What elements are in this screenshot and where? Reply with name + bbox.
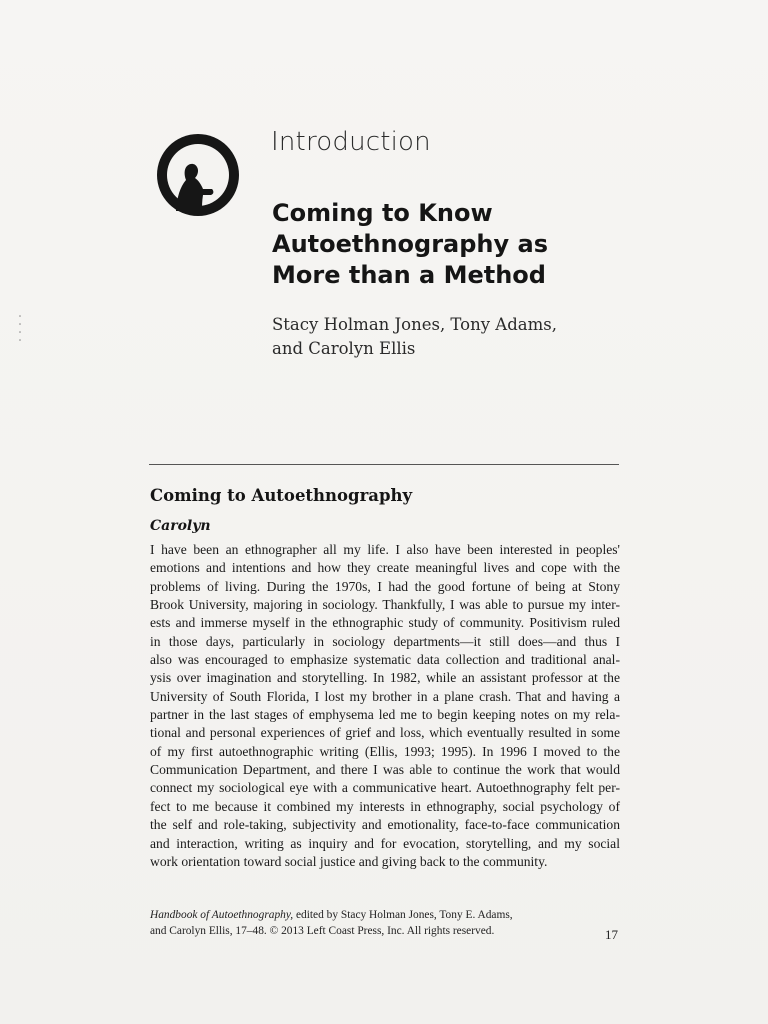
paragraph-line: in those days, particularly in sociology departments—it still does—and thus I: [150, 633, 620, 649]
section-divider: [149, 464, 619, 465]
citation-editors: edited by Stacy Holman Jones, Tony E. Adams,: [293, 909, 513, 921]
body-paragraph: [150, 541, 620, 871]
paragraph-line: ests and immerse myself in the ethnographic study of community. Positivism ruled: [150, 615, 620, 631]
chapter-title: [272, 198, 612, 291]
citation-footer: [150, 907, 620, 939]
paragraph-line: University of South Florida, I lost my brother in a plane crash. That and having a: [150, 688, 620, 704]
author-list: [272, 313, 557, 361]
paragraph-line: I have been an ethnographer all my life. I also have been interested in peoples': [150, 542, 620, 557]
scan-margin-marks: [17, 313, 23, 343]
paragraph-line: and interaction, writing as inquiry and for evocation, storytelling, and my social: [150, 835, 620, 851]
paragraph-line: emotions and intentions and how they create meaningful lives and cope with the: [150, 560, 620, 576]
section-heading: Coming to Autoethnography: [150, 486, 413, 505]
section-subheading: Carolyn: [150, 518, 211, 534]
book-title: Handbook of Autoethnography,: [150, 909, 294, 921]
chapter-title-line: More than a Method: [272, 261, 546, 289]
paragraph-line: work orientation toward social justice and giving back to the community.: [150, 853, 548, 869]
paragraph-line: problems of living. During the 1970s, I had the good fortune of being at Stony: [150, 578, 620, 594]
paragraph-line: also was encouraged to emphasize systematic data collection and traditional anal-: [150, 652, 620, 668]
paragraph-line: Brook University, majoring in sociology. Thankfully, I was able to pursue my inter-: [150, 597, 620, 613]
paragraph-line: tional and personal experiences of grief and loss, which eventually resulted in some: [150, 725, 620, 741]
chapter-title-line: Autoethnography as: [272, 230, 548, 258]
chapter-label: Introduction: [271, 127, 431, 157]
person-silhouette-circle-icon: [156, 133, 240, 217]
citation-line: [150, 907, 620, 923]
paragraph-line: fect to me because it combined my interests in ethnography, social psychology of: [150, 798, 620, 814]
chapter-title-line: Coming to Know: [272, 199, 493, 227]
author-line: Stacy Holman Jones, Tony Adams,: [272, 315, 557, 334]
author-line: and Carolyn Ellis: [272, 339, 416, 358]
citation-line: and Carolyn Ellis, 17–48. © 2013 Left Coast Press, Inc. All rights reserved.: [150, 925, 495, 937]
paragraph-line: partner in the last stages of emphysema led me to begin keeping notes on my rela-: [150, 707, 620, 723]
page-number: 17: [605, 927, 618, 942]
paragraph-line: connect my sociological eye with a communicative heart. Autoethnography felt per-: [150, 780, 620, 796]
paragraph-line: Communication Department, and there I was able to continue the work that would: [150, 762, 620, 778]
paragraph-line: the self and role-taking, subjectivity and emotionality, face-to-face communication: [150, 817, 620, 833]
paragraph-line: ysis over imagination and storytelling. In 1982, while an assistant professor at the: [150, 670, 620, 686]
paragraph-line: of my first autoethnographic writing (Ellis, 1993; 1995). In 1996 I moved to the: [150, 743, 620, 759]
